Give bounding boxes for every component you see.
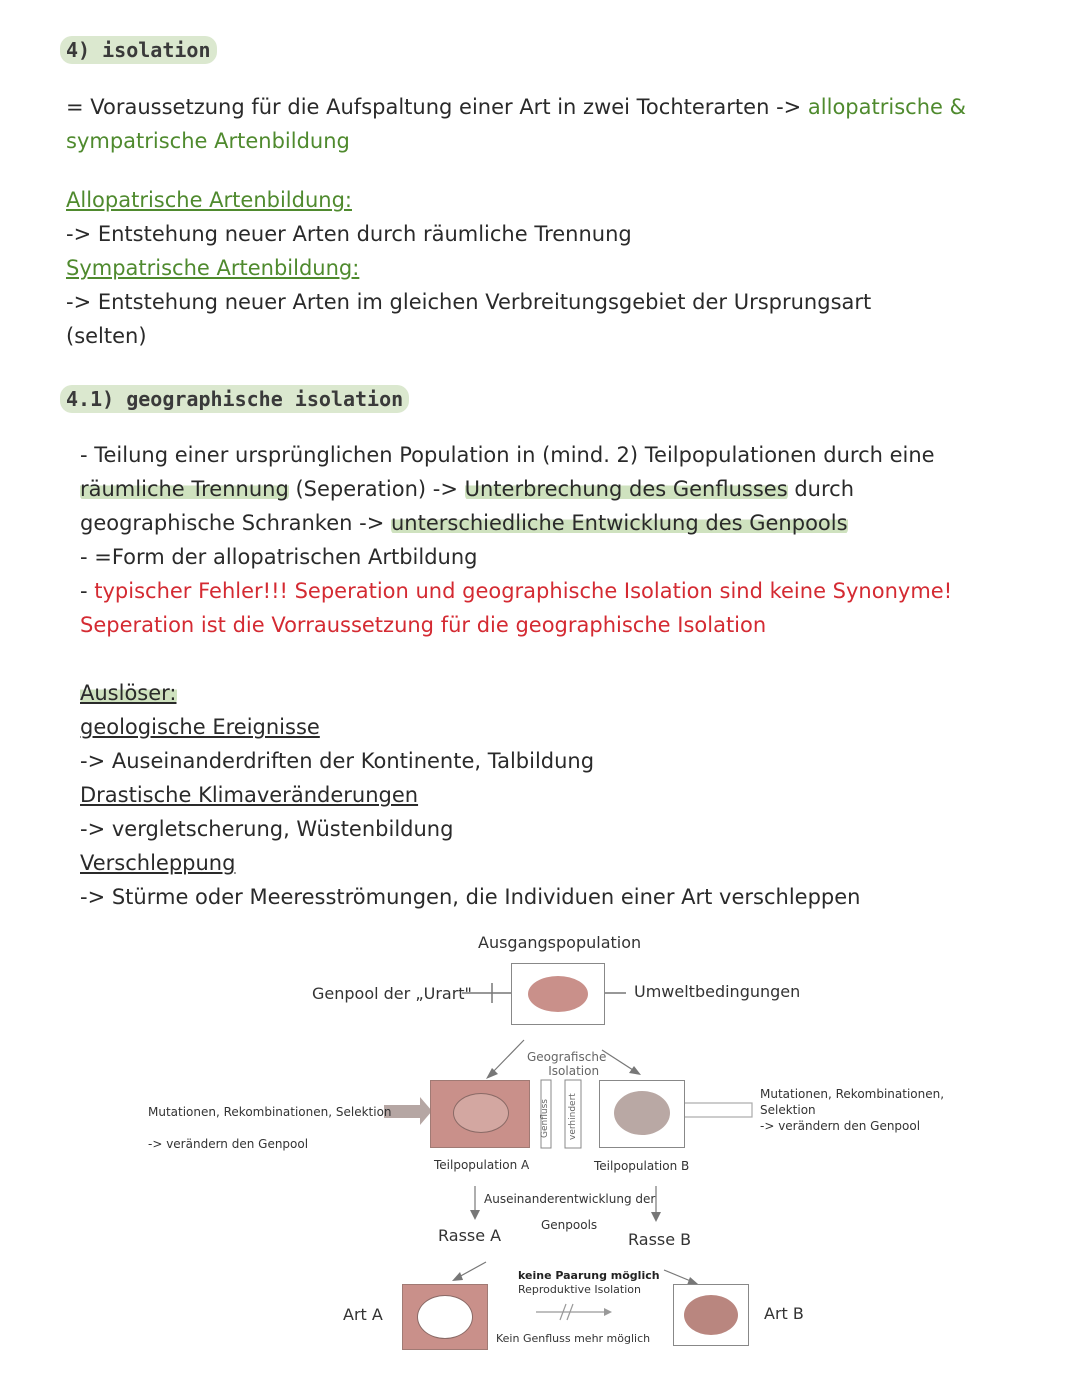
left-note-1: Mutationen, Rekombinationen, Selektion (148, 1105, 392, 1119)
arrow-to-teilpop-a (490, 1040, 524, 1075)
art-b-box (673, 1284, 749, 1346)
label-auseinander-2: Genpools (541, 1218, 598, 1232)
right-note (760, 1086, 944, 1134)
arrow-to-art-b (664, 1270, 693, 1282)
label-verhindert: verhindert (568, 1093, 578, 1140)
separation-note: Seperation ist die Vorraussetzung für die geographische Isolation (80, 613, 767, 637)
definition-green-2: sympatrische Artenbildung (66, 129, 350, 153)
label-geo-isolation-2: Isolation (548, 1064, 600, 1078)
arrowhead-down-a (470, 1210, 480, 1220)
label-teilpop-a: Teilpopulation A (434, 1158, 530, 1172)
pressure-arrow-right-body (682, 1103, 752, 1117)
geo-line-4: - =Form der allopatrischen Artbildung (80, 545, 478, 569)
label-geo-isolation-1: Geografische (527, 1050, 607, 1064)
art-a-ellipse (417, 1295, 473, 1339)
definition-green-1: allopatrische & (807, 95, 966, 119)
right-note-3: -> verändern den Genpool (760, 1119, 921, 1133)
teilpop-a-box (430, 1080, 530, 1148)
label-kein-genfluss: Kein Genfluss mehr möglich (496, 1332, 651, 1345)
label-art-a: Art A (343, 1305, 383, 1324)
trigger-desc-dispersal: -> Stürme oder Meeresströmungen, die Individuen einer Art verschleppen (80, 885, 861, 909)
label-auseinander-1: Auseinanderentwicklung der (484, 1192, 656, 1206)
arrowhead-teilpop-a (486, 1068, 498, 1079)
label-genfluss: Genfluss (540, 1099, 550, 1138)
trigger-desc-geological: -> Auseinanderdriften der Kontinente, Talbildung (80, 749, 595, 773)
label-keine-paarung: keine Paarung möglich (518, 1269, 660, 1282)
highlight-gene-flow: Unterbrechung des Genflusses (464, 477, 788, 501)
left-note-2: -> verändern den Genpool (148, 1137, 309, 1151)
label-reproduktive-isolation: Reproduktive Isolation (518, 1283, 641, 1296)
no-geneflow-arrowhead (604, 1308, 612, 1316)
geo-line-2-mid: (Seperation) -> (288, 477, 465, 501)
art-a-box (402, 1284, 488, 1350)
arrowhead-art-a (452, 1272, 463, 1281)
teilpop-a-ellipse (453, 1093, 509, 1133)
label-geo-isolation (527, 1050, 606, 1078)
sympatric-definition-1: -> Entstehung neuer Arten im gleichen Verbreitungsgebiet der Ursprungsart (66, 290, 872, 314)
label-genpool-urart: Genpool der „Urart" (312, 984, 472, 1003)
label-umweltbedingungen: Umweltbedingungen (634, 982, 801, 1001)
highlight-genpool-development: unterschiedliche Entwicklung des Genpools (390, 511, 848, 535)
section-heading-geo-isolation: 4.1) geographische isolation (60, 385, 409, 413)
label-art-b: Art B (764, 1304, 804, 1323)
trigger-term-dispersal: Verschleppung (80, 851, 236, 875)
arrow-to-teilpop-b (602, 1050, 636, 1072)
label-teilpop-b: Teilpopulation B (594, 1159, 690, 1173)
triggers-title-text: Auslöser: (80, 681, 177, 705)
allopatric-definition: -> Entstehung neuer Arten durch räumliche Trennung (66, 222, 632, 246)
right-note-2: Selektion (760, 1103, 816, 1117)
arrow-to-art-a (457, 1262, 486, 1278)
art-b-ellipse (684, 1295, 738, 1335)
right-note-1: Mutationen, Rekombinationen, (760, 1087, 945, 1101)
sympatric-definition-2: (selten) (66, 324, 147, 348)
label-ausgangspopulation: Ausgangspopulation (478, 933, 642, 952)
geo-line-2-end: durch (787, 477, 854, 501)
ausgangs-box (511, 963, 605, 1025)
geo-line-3-start: geographische Schranken -> (80, 511, 391, 535)
allopatric-term: Allopatrische Artenbildung: (66, 188, 352, 212)
label-rasse-b: Rasse B (628, 1230, 692, 1249)
trigger-term-climate: Drastische Klimaveränderungen (80, 783, 419, 807)
arrowhead-down-b (651, 1212, 661, 1222)
section-heading-isolation: 4) isolation (60, 36, 217, 64)
sympatric-term: Sympatrische Artenbildung: (66, 256, 360, 280)
definition-text: = Voraussetzung für die Aufspaltung einer Art in zwei Tochterarten -> (66, 95, 808, 119)
highlight-spatial-separation: räumliche Trennung (80, 477, 289, 501)
arrowhead-teilpop-b (629, 1066, 641, 1075)
trigger-term-geological: geologische Ereignisse (80, 715, 320, 739)
teilpop-b-box (599, 1080, 685, 1148)
trigger-desc-climate: -> vergletscherung, Wüstenbildung (80, 817, 454, 841)
teilpop-b-ellipse (614, 1091, 670, 1135)
geo-line-1: - Teilung einer ursprünglichen Population in (mind. 2) Teilpopulationen durch eine (80, 443, 935, 467)
urart-genpool-ellipse (528, 976, 588, 1012)
typical-error-note: typischer Fehler!!! Seperation und geographische Isolation sind keine Synonyme! (94, 579, 953, 603)
geo-line-5-dash: - (80, 579, 95, 603)
label-rasse-a: Rasse A (438, 1226, 502, 1245)
